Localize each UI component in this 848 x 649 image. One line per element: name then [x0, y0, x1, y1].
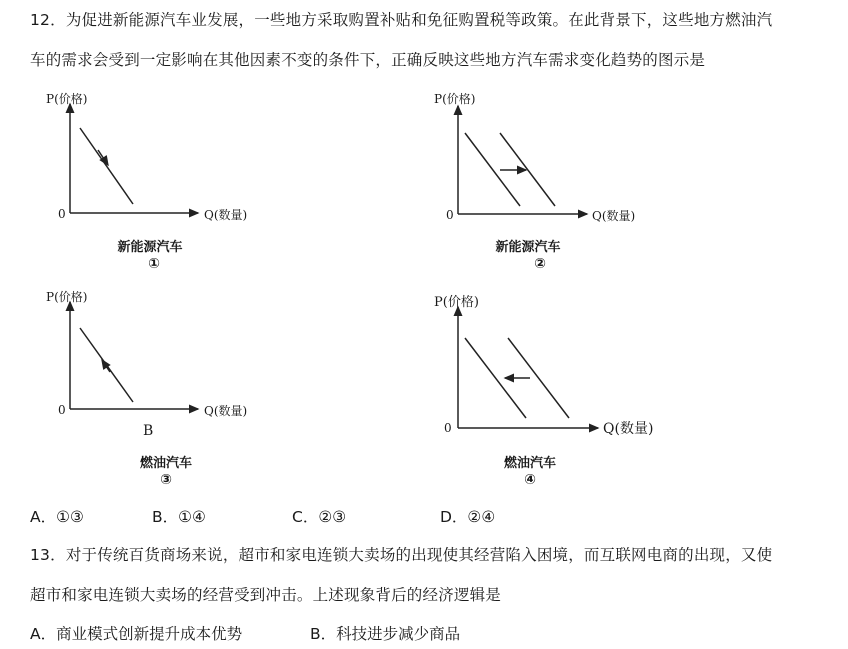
y-axis-label: P(价格) [46, 92, 88, 106]
graph-caption: 新能源汽车 [495, 240, 561, 255]
origin-label: 0 [58, 403, 66, 417]
graph-number: ② [534, 256, 546, 272]
q12-stem-line2: 车的需求会受到一定影响在其他因素不变的条件下，正确反映这些地方汽车需求变化趋势的图示是 [30, 51, 706, 69]
y-axis-label: P(价格) [46, 290, 88, 304]
q12-option-b[interactable]: B．①④ [152, 508, 206, 526]
q12-stem-line1: 12．为促进新能源汽车业发展，一些地方采取购置补贴和免征购置税等政策。在此背景下，这些地方燃油汽 [30, 11, 773, 29]
x-axis-label: Q(数量) [603, 421, 654, 437]
q13-option-b[interactable]: B．科技进步减少商品 [310, 625, 461, 643]
graph-caption: 燃油汽车 [139, 456, 193, 471]
graph-caption: 新能源汽车 [117, 240, 183, 255]
graph-number: ① [148, 256, 160, 272]
y-axis-label: P(价格) [434, 92, 476, 106]
q13-option-a[interactable]: A．商业模式创新提升成本优势 [30, 625, 243, 643]
q12-option-a[interactable]: A．①③ [30, 508, 84, 526]
q13-stem-line1: 13．对于传统百货商场来说，超市和家电连锁大卖场的出现使其经营陷入困境，而互联网电商的出现，又使 [30, 546, 773, 564]
graph-caption: 燃油汽车 [503, 456, 557, 471]
x-axis-label: Q(数量) [204, 404, 248, 418]
origin-label: 0 [446, 208, 454, 222]
x-axis-label: Q(数量) [204, 208, 248, 222]
graph-number: ③ [160, 472, 172, 488]
point-label-b: B [143, 423, 154, 439]
origin-label: 0 [444, 421, 452, 435]
x-axis-label: Q(数量) [592, 209, 636, 223]
q12-option-d[interactable]: D．②④ [440, 508, 496, 526]
y-axis-label: P(价格) [434, 295, 479, 310]
q12-option-c[interactable]: C．②③ [292, 508, 347, 526]
graph-number: ④ [524, 472, 536, 488]
q13-stem-line2: 超市和家电连锁大卖场的经营受到冲击。上述现象背后的经济逻辑是 [30, 586, 502, 604]
origin-label: 0 [58, 207, 66, 221]
